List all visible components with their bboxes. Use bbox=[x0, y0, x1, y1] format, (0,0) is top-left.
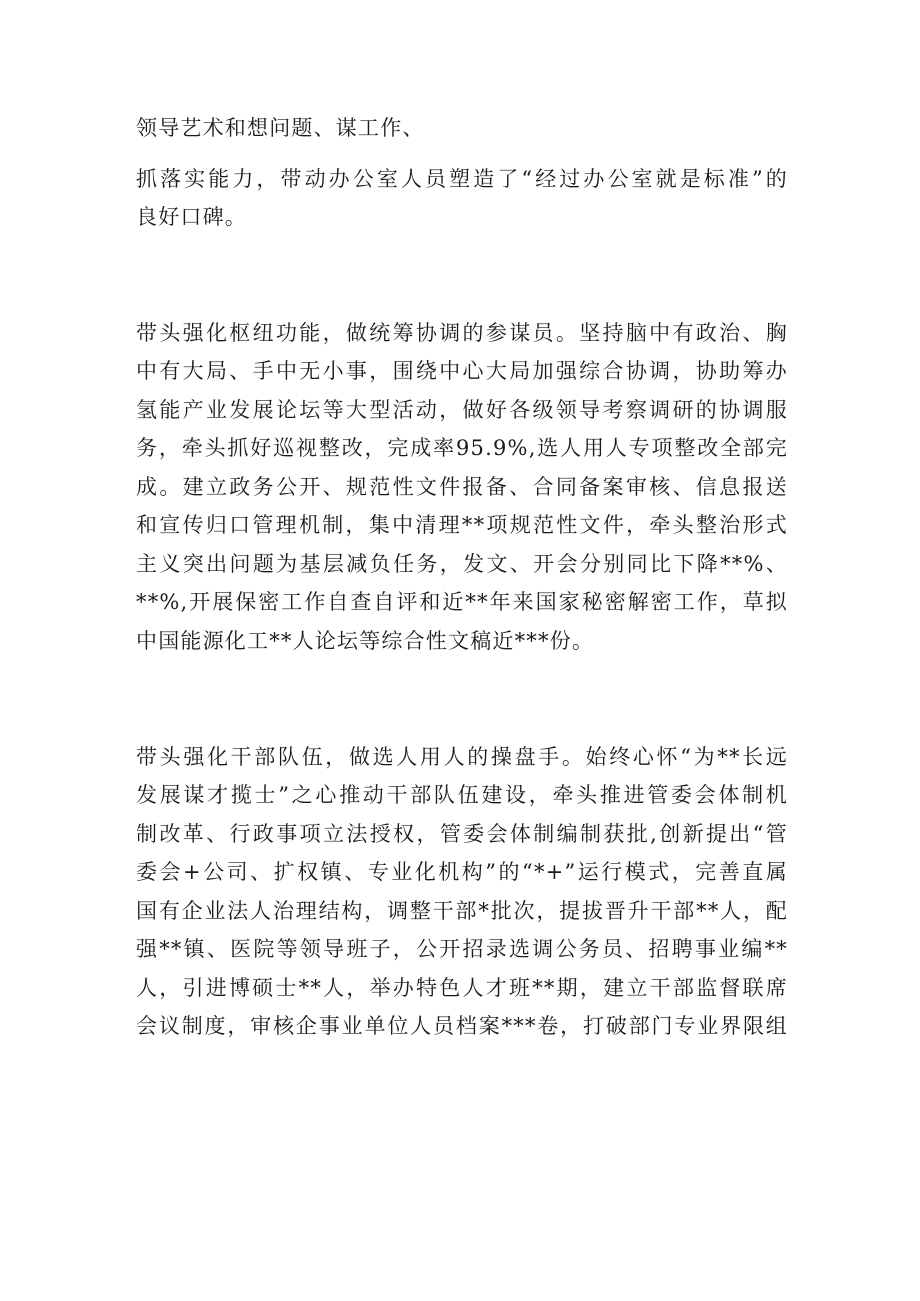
paragraph-3-line-1: 带头强化干部队伍，做选人用人的操盘手。始终心怀“为**长远 bbox=[136, 745, 788, 769]
paragraph-2-line-1: 带头强化枢纽功能，做统筹协调的参谋员。坚持脑中有政治、胸 bbox=[136, 321, 788, 345]
paragraph-2-line-3: 氢能产业发展论坛等大型活动，做好各级领导考察调研的协调服 bbox=[136, 398, 788, 422]
paragraph-2-line-6: 和宣传归口管理机制，集中清理**项规范性文件，牵头整治形式 bbox=[136, 513, 788, 537]
paragraph-2-line-8: **%,开展保密工作自查自评和近**年来国家秘密解密工作，草拟 bbox=[136, 590, 788, 614]
paragraph-3-line-4: 委会+公司、扩权镇、专业化机构”的“*+”运行模式，完善直属 bbox=[136, 860, 788, 884]
paragraph-3-line-2: 发展谋才揽士”之心推动干部队伍建设，牵头推进管委会体制机 bbox=[136, 783, 788, 807]
paragraph-1-line-2: 抓落实能力，带动办公室人员塑造了“经过办公室就是标准”的 bbox=[136, 167, 788, 191]
paragraph-3-line-5: 国有企业法人治理结构，调整干部*批次，提拔晋升干部**人，配 bbox=[136, 899, 788, 923]
paragraph-1-line-3: 良好口碑。 bbox=[136, 205, 247, 229]
paragraph-2-line-9: 中国能源化工**人论坛等综合性文稿近***份。 bbox=[136, 629, 595, 653]
paragraph-3-line-8: 会议制度，审核企事业单位人员档案***卷，打破部门专业界限组 bbox=[136, 1014, 788, 1038]
paragraph-2-line-5: 成。建立政务公开、规范性文件报备、合同备案审核、信息报送 bbox=[136, 475, 788, 499]
paragraph-1-line-1: 领导艺术和想问题、谋工作、 bbox=[136, 116, 425, 140]
paragraph-3-line-7: 人，引进博硕士**人，举办特色人才班**期，建立干部监督联席 bbox=[136, 976, 788, 1000]
paragraph-2-line-2: 中有大局、手中无小事，围绕中心大局加强综合协调，协助筹办 bbox=[136, 359, 788, 383]
paragraph-3-line-3: 制改革、行政事项立法授权，管委会体制编制获批,创新提出“管 bbox=[136, 822, 788, 846]
paragraph-3-line-6: 强**镇、医院等领导班子，公开招录选调公务员、招聘事业编** bbox=[136, 937, 788, 961]
paragraph-2-line-4: 务，牵头抓好巡视整改，完成率95.9%,选人用人专项整改全部完 bbox=[136, 436, 788, 460]
paragraph-2-line-7: 主义突出问题为基层减负任务，发文、开会分别同比下降**%、 bbox=[136, 552, 788, 576]
